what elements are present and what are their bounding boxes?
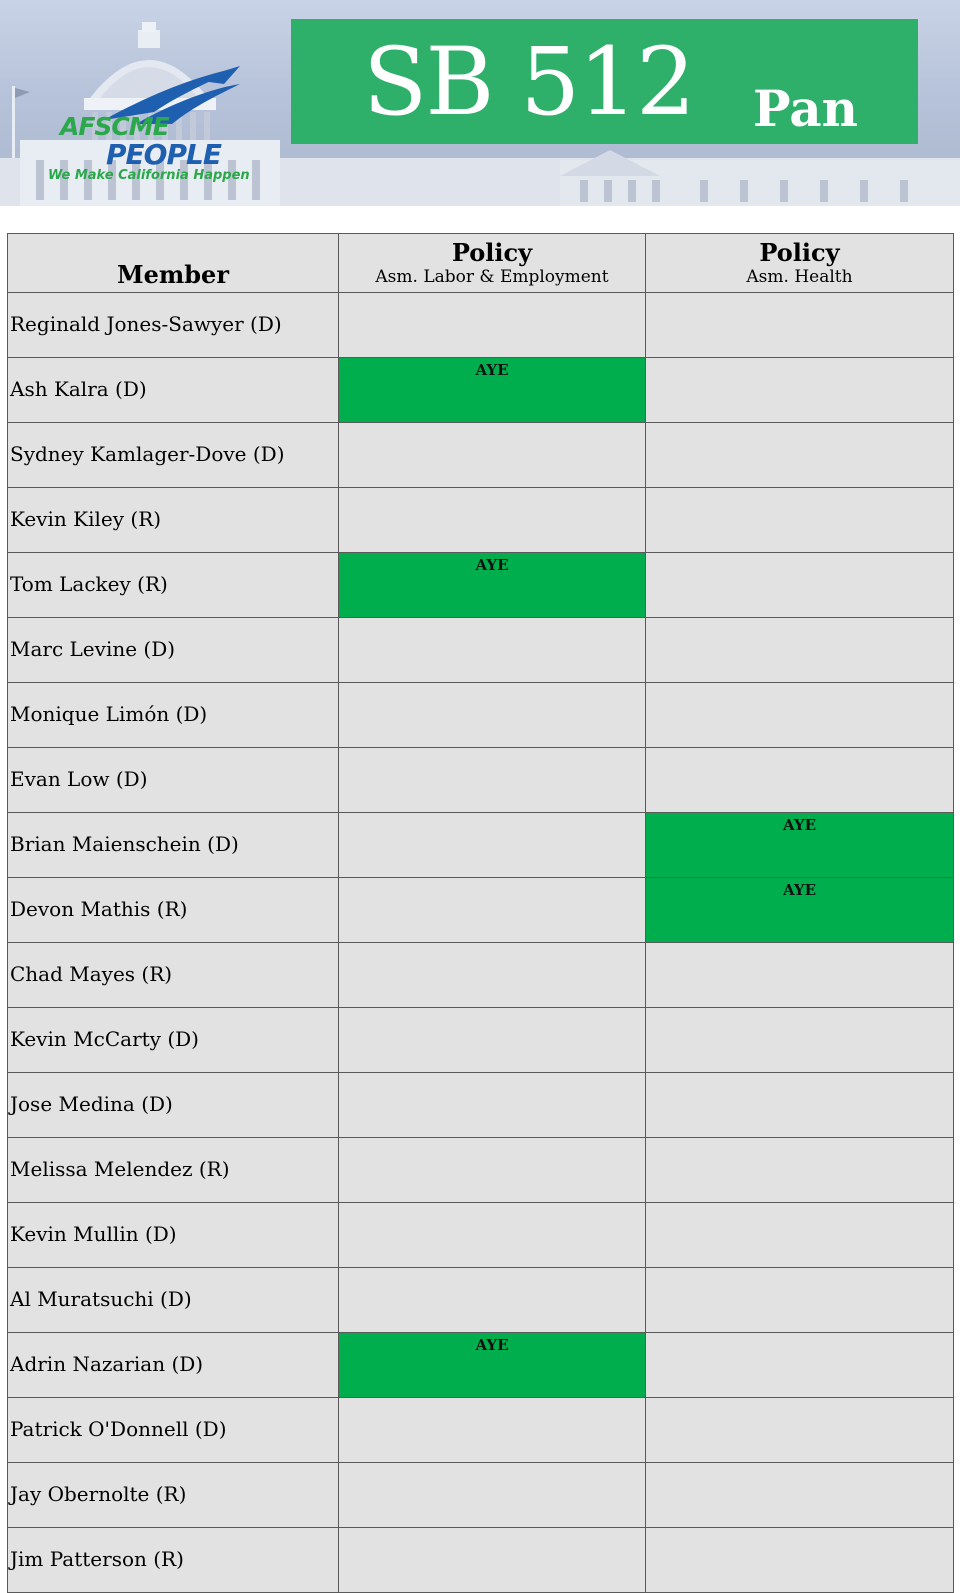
table-row — [8, 553, 954, 618]
vote-cell-health — [646, 618, 954, 683]
member-name: Melissa Melendez (R) — [8, 1138, 339, 1203]
vote-cell-health — [646, 423, 954, 488]
table-row — [8, 423, 954, 488]
vote-label — [339, 1463, 645, 1467]
member-name: Brian Maienschein (D) — [8, 813, 339, 878]
table-row — [8, 488, 954, 553]
vote-label — [646, 1333, 953, 1337]
member-name: Patrick O'Donnell (D) — [8, 1398, 339, 1463]
vote-label — [339, 748, 645, 752]
member-name: Marc Levine (D) — [8, 618, 339, 683]
vote-label: AYE — [475, 1336, 509, 1354]
vote-cell-labor — [339, 683, 646, 748]
member-name: Chad Mayes (R) — [8, 943, 339, 1008]
vote-label — [646, 943, 953, 947]
member-name: Kevin McCarty (D) — [8, 1008, 339, 1073]
member-name: Devon Mathis (R) — [8, 878, 339, 943]
vote-label: AYE — [475, 361, 509, 379]
member-name: Jay Obernolte (R) — [8, 1463, 339, 1528]
vote-cell-labor — [339, 878, 646, 943]
vote-cell-labor — [339, 1398, 646, 1463]
vote-label: AYE — [782, 881, 817, 899]
vote-label — [339, 1268, 645, 1272]
vote-label — [339, 1138, 645, 1142]
vote-label — [339, 618, 645, 622]
member-name: Tom Lackey (R) — [8, 553, 339, 618]
vote-cell-labor — [339, 618, 646, 683]
vote-cell-health — [646, 1138, 954, 1203]
vote-label — [646, 1073, 953, 1077]
member-name: Jose Medina (D) — [8, 1073, 339, 1138]
vote-cell-labor — [339, 1463, 646, 1528]
table-row — [8, 1203, 954, 1268]
member-name: Jim Patterson (R) — [8, 1528, 339, 1593]
vote-label — [339, 423, 645, 427]
table-row — [8, 358, 954, 423]
vote-table — [7, 233, 954, 1593]
vote-label — [646, 748, 953, 752]
vote-cell-health — [646, 943, 954, 1008]
table-row — [8, 1008, 954, 1073]
vote-cell-labor — [339, 943, 646, 1008]
vote-label — [339, 1008, 645, 1012]
member-column-header: Member — [8, 234, 339, 293]
logo-tagline: We Make California Happen — [48, 168, 250, 183]
vote-label — [339, 878, 645, 882]
vote-cell-health — [646, 1333, 954, 1398]
table-row — [8, 878, 954, 943]
vote-cell-health — [646, 553, 954, 618]
member-name: Ash Kalra (D) — [8, 358, 339, 423]
vote-label — [339, 1073, 645, 1077]
afscme-people-logo — [44, 62, 284, 192]
vote-label — [339, 1203, 645, 1207]
member-name: Al Muratsuchi (D) — [8, 1268, 339, 1333]
table-row — [8, 1528, 954, 1593]
header-banner — [0, 0, 960, 206]
vote-cell-labor — [339, 423, 646, 488]
vote-cell-labor — [339, 1073, 646, 1138]
vote-label: AYE — [782, 816, 817, 834]
vote-label — [646, 1528, 953, 1532]
vote-cell-labor — [339, 358, 646, 423]
table-row — [8, 618, 954, 683]
vote-cell-labor — [339, 748, 646, 813]
vote-cell-labor — [339, 1268, 646, 1333]
vote-cell-labor — [339, 488, 646, 553]
bill-author: Pan — [753, 79, 859, 138]
member-name: Kevin Mullin (D) — [8, 1203, 339, 1268]
vote-label — [339, 488, 645, 492]
vote-cell-health — [646, 1073, 954, 1138]
vote-label — [646, 1138, 953, 1142]
vote-label — [646, 423, 953, 427]
vote-cell-health — [646, 488, 954, 553]
vote-cell-health — [646, 748, 954, 813]
vote-label — [646, 1268, 953, 1272]
table-row — [8, 813, 954, 878]
column-header-labor — [339, 234, 646, 293]
bill-number: SB 512 — [363, 28, 694, 137]
vote-label — [646, 488, 953, 492]
vote-cell-health — [646, 813, 954, 878]
table-row — [8, 1138, 954, 1203]
column-title: Policy — [759, 238, 840, 267]
table-row — [8, 1073, 954, 1138]
vote-label — [646, 358, 953, 362]
member-name: Reginald Jones-Sawyer (D) — [8, 293, 339, 358]
vote-label — [646, 1463, 953, 1467]
vote-label — [339, 813, 645, 817]
column-subtitle: Asm. Health — [746, 267, 853, 287]
vote-label — [646, 618, 953, 622]
vote-cell-labor — [339, 1138, 646, 1203]
vote-cell-labor — [339, 813, 646, 878]
vote-label — [339, 943, 645, 947]
table-row — [8, 1398, 954, 1463]
member-name: Evan Low (D) — [8, 748, 339, 813]
vote-label — [646, 1008, 953, 1012]
table-row — [8, 943, 954, 1008]
member-name: Sydney Kamlager-Dove (D) — [8, 423, 339, 488]
vote-label — [646, 1398, 953, 1402]
table-row — [8, 1268, 954, 1333]
bill-title-box — [291, 19, 918, 144]
vote-label — [646, 1203, 953, 1207]
vote-cell-health — [646, 1398, 954, 1463]
vote-cell-labor — [339, 293, 646, 358]
vote-cell-health — [646, 878, 954, 943]
vote-cell-health — [646, 1203, 954, 1268]
vote-label — [646, 293, 953, 297]
vote-cell-health — [646, 1268, 954, 1333]
vote-cell-health — [646, 1528, 954, 1593]
column-header-health — [646, 234, 954, 293]
vote-cell-labor — [339, 1203, 646, 1268]
vote-label — [339, 1528, 645, 1532]
vote-cell-health — [646, 358, 954, 423]
vote-cell-labor — [339, 1008, 646, 1073]
vote-label — [339, 683, 645, 687]
member-name: Kevin Kiley (R) — [8, 488, 339, 553]
vote-cell-health — [646, 1463, 954, 1528]
vote-cell-labor — [339, 1333, 646, 1398]
table-row — [8, 748, 954, 813]
vote-label — [339, 1398, 645, 1402]
vote-label — [646, 553, 953, 557]
table-header-row — [8, 234, 954, 293]
vote-cell-labor — [339, 553, 646, 618]
table-row — [8, 1463, 954, 1528]
table-row — [8, 1333, 954, 1398]
member-name: Monique Limón (D) — [8, 683, 339, 748]
table-row — [8, 683, 954, 748]
vote-cell-health — [646, 293, 954, 358]
member-name: Adrin Nazarian (D) — [8, 1333, 339, 1398]
column-title: Policy — [451, 238, 533, 267]
column-subtitle: Asm. Labor & Employment — [375, 267, 609, 287]
table-row — [8, 293, 954, 358]
logo-people-text: PEOPLE — [106, 138, 221, 171]
vote-cell-labor — [339, 1528, 646, 1593]
vote-label — [339, 293, 645, 297]
vote-cell-health — [646, 1008, 954, 1073]
vote-cell-health — [646, 683, 954, 748]
vote-label: AYE — [475, 556, 509, 574]
vote-label — [646, 683, 953, 687]
logo-afscme-text: AFSCME — [60, 112, 169, 141]
